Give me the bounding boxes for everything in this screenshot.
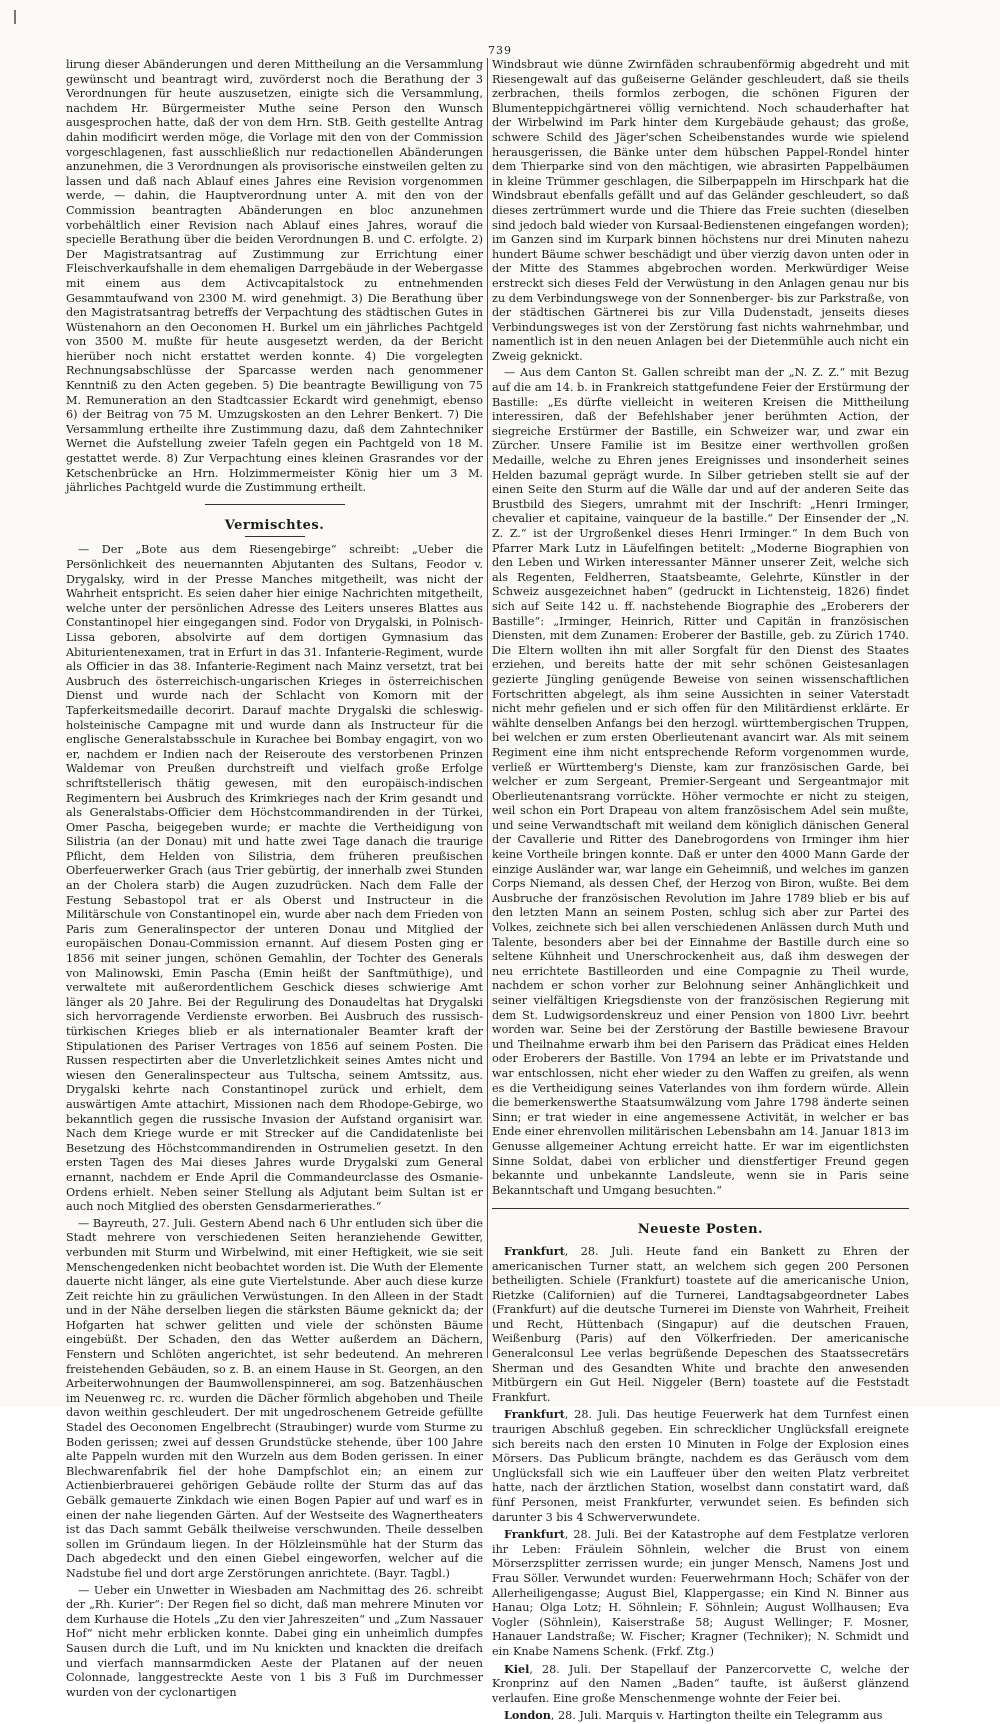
- section-heading-neueste-posten: [492, 1223, 909, 1238]
- left-column: [66, 58, 483, 1699]
- news-item: [492, 1407, 909, 1525]
- news-date: , 28. Juli.: [529, 1662, 592, 1676]
- news-item: [492, 1662, 909, 1707]
- news-place: Frankfurt: [504, 1243, 565, 1258]
- column-rule: [487, 58, 488, 1358]
- news-place: Frankfurt: [504, 1527, 565, 1542]
- news-text: Marquis v. Hartington theilte ein Telegramm aus: [605, 1709, 883, 1723]
- section-title: Neueste Posten.: [637, 1222, 764, 1238]
- news-place: Kiel: [504, 1661, 530, 1676]
- section-heading-vermischtes: [66, 519, 483, 538]
- binding-mark: [14, 10, 16, 24]
- page-number: 739: [488, 44, 512, 57]
- section-divider: [205, 504, 345, 505]
- article-bayreuth-storm: — Bayreuth, 27. Juli. Gestern Abend nach 6 Uhr entluden sich über die Stadt mehrere von verschiedenen Seiten heranziehende Gewitter, verbunden mit Sturm und Wirbelwind, mit einer Heftigkeit, wie sie seit Menschengedenken nicht beobachtet worden ist. Die Wuth der Elemente dauerte nicht länger, als eine gute Viertelstunde. Aber auch diese kurze Zeit reichte hin zu gräulichen Verwüstungen. In den Alleen in der Stadt und in der Nähe derselben liegen die stärksten Bäume geknickt da; der Hofgarten hat schwer gelitten und viele der schönsten Bäume eingebüßt. Der Schaden, den das Wetter außerdem an Dächern, Fenstern und Schlöten angerichtet, ist sehr bedeutend. An mehreren freistehenden Gebäuden, so z. B. an einem Hause in St. Georgen, an den Arbeiterwohnungen der Baumwollenspinnerei, am sog. Batzenhäuschen im Neuenweg rc. rc. wurden die Dächer förmlich abgehoben und Theile davon weithin geschleudert. Der mit ungedroschenem Getreide gefüllte Stadel des Oeconomen Engelbrecht (Straubinger) wurde vom Sturme zu Boden gerissen; zwei auf dessen Grundstücke stehende, über 100 Jahre alte Pappeln wurden mit den Wurzeln aus dem Boden gerissen. In einer Blechwarenfabrik fiel der hohe Dampfschlot ein; an einem zur Actienbierbrauerei gehörigen Gebäude rollte der Sturm das auf das Gebälk gemauerte Zinkdach wie einen Bogen Papier auf und warf es in einen der nahe liegenden Gärten. Auf der Westseite des Wagnertheaters ist das Dach sammt Gebälk theilweise verschwunden. Theile desselben sollen im Gründaum liegen. In der Hölzleinsmühle hat der Sturm das Dach abgedeckt und den einen Giebel eingeworfen, welcher auf die Nadstube fiel und dort arge Zerstörungen anrichtete. (Bayr. Tagbl.): [66, 1216, 483, 1580]
- heading-underline: [245, 536, 305, 537]
- council-report-continuation: lirung dieser Abänderungen und deren Mittheilung an die Versammlung gewünscht und beantragt wird, zuvörderst noch die Berathung der 3 Verordnungen für heute auszusetzen, einigte sich die Versammlung, nachdem Hr. Bürgermeister Muthe seine Person den Wunsch ausgesprochen hatte, daß der von dem Hrn. StB. Geith gestellte Antrag dahin modificirt werden möge, die Vorlage mit den von der Commission vorgeschlagenen, fast ausschließlich nur redactionellen Abänderungen anzunehmen, die 3 Verordnungen als provisorische einstweilen gelten zu lassen und daß nach Ablauf eines Jahres eine Revision vorgenommen werde, — dahin, die Hauptverordnung unter A. mit den von der Commission beantragten Abänderungen en bloc anzunehmen vorbehältlich einer Revision nach Ablauf eines Jahres, worauf die specielle Berathung über die beiden Verordnungen B. und C. erfolgte. 2) Der Magistratsantrag auf Zustimmung zur Errichtung einer Fleischverkaufshalle in dem ehemaligen Darrgebäude in der Webergasse mit einem aus dem Activcapitalstock zu entnehmenden Gesammtaufwand von 2300 M. wird genehmigt. 3) Die Berathung über den Magistratsantrag betreffs der Verpachtung des städtischen Gutes in Wüstenahorn an den Oeconomen H. Burkel um ein jährliches Pachtgeld von 3500 M. mußte für heute ausgesetzt werden, da der Bericht hierüber noch nicht erstattet werden konnte. 4) Die vorgelegten Rechnungsabschlüsse der Sparcasse werden nach genommener Kenntniß zu den Acten gegeben. 5) Die beantragte Bewilligung von 75 M. Remuneration an den Stadtcassier Eckardt wird genehmigt, ebenso 6) der Beitrag von 75 M. Umzugskosten an den Lehrer Benkert. 7) Die Versammlung ertheilte ihre Zustimmung dazu, daß dem Zahntechniker Wernet die Aufstellung zweier Tafeln gegen ein Pachtgeld von 18 M. gestattet werde. 8) Zur Verpachtung eines kleinen Grasrandes vor der Ketschenbrücke an Hrn. Holzimmermeister König hier um 3 M. jährliches Pachtgeld wurde die Zustimmung ertheilt.: [66, 58, 483, 495]
- wiesbaden-storm-continuation: Windsbraut wie dünne Zwirnfäden schraubenförmig abgedreht und mit Riesengewalt auf das gußeiserne Geländer geschleudert, daß sie theils zerbrachen, theils formlos zerbogen, die schönen Figuren der Blumenteppichgärtnerei völlig vernichtend. Noch schauderhafter hat der Wirbelwind im Park hinter dem Kurgebäude gehaust; das große, schwere Schild des Jäger'schen Scheibenstandes wurde wie spielend herausgerissen, die Bänke unter dem hübschen Pappel-Rondel hinter dem Thierparke sind von den mächtigen, wie abrasirten Pappelbäumen in kleine Trümmer geschlagen, die Silberpappeln im Hirschpark hat die Windsbraut ebenfalls gefällt und auf das Geländer geschleudert, so daß dieses zertrümmert wurde und die Thiere das Freie suchten (dieselben sind jedoch bald wieder von Kursaal-Bedienstenen eingefangen worden); im Ganzen sind im Kurpark binnen höchstens nur drei Minuten nahezu hundert Bäume schwer beschädigt und über vierzig davon unten oder in der Mitte des Stammes abgebrochen worden. Merkwürdiger Weise erstreckt sich dieses Feld der Verwüstung in den Anlagen genau nur bis zu dem Verbindungswege von der Sonnenberger- bis zur Parkstraße, von der städtischen Gärtnerei bis zur Villa Dudenstadt, jenseits dieses Verbindungsweges ist von der Zerstörung fast nichts wahrnehmbar, und namentlich ist in den neuen Anlagen bei der Dietenmühle auch nicht ein Zweig geknickt.: [492, 58, 909, 363]
- news-place: Frankfurt: [504, 1407, 565, 1422]
- news-item: [492, 1527, 909, 1659]
- news-text: Das heutige Feuerwerk hat dem Turnfest einen traurigen Abschluß gegeben. Ein schrecklicher Unglücksfall ereignete sich bereits nach den ersten 10 Minuten in Folge der Explosion eines Mörsers. Das Publicum brängte, nachdem es das Geräusch vom dem Unglücksfall sich wie ein Lauffeuer über den weiten Platz verbreitet hatte, nach der ärztlichen Station, woselbst dann constatirt ward, daß fünf Personen, meist Frankfurter, verwundet seien. Es befinden sich darunter 3 bis 4 Schwerverwundete.: [492, 1408, 909, 1524]
- news-date: , 28. Juli.: [564, 1408, 621, 1422]
- news-text: Der Stapellauf der Panzercorvette C, welche der Kronprinz auf den Namen „Baden“ taufte, ist äußerst glänzend verlaufen. Eine große Menschenmenge wohnte der Feier bei.: [492, 1662, 909, 1705]
- article-drygalski: — Der „Bote aus dem Riesengebirge“ schreibt: „Ueber die Persönlichkeit des neuernannten Abjutanten des Sultans, Feodor v. Drygalsky, wird in der Presse Manches mitgetheilt, was nicht der Wahrheit entspricht. Es seien daher hier einige Nachrichten mitgetheilt, welche unter der persönlichen Adresse des Leiters unseres Blattes aus Constantinopel hier eingegangen sind. Fodor von Drygalski, in Polnisch-Lissa geboren, absolvirte auf dem dortigen Gymnasium das Abiturientenexamen, trat in Erfurt in das 31. Infanterie-Regiment, wurde als Officier in das 38. Infanterie-Regiment nach Mainz versetzt, trat bei Ausbruch des österreichisch-ungarischen Krieges in österreichischen Dienst und wurde nach der Schlacht von Komorn mit der Tapferkeitsmedaille decorirt. Darauf machte Drygalski die schleswig-holsteinische Campagne mit und wurde dann als Instructeur für die englische Generalstabsschule in Kurachee bei Bombay engagirt, von wo er, nachdem er Indien nach der Reiseroute des verstorbenen Prinzen Waldemar von Preußen durchstreift und vielfach große Erfolge schriftstellerisch thätig gewesen, mit den europäisch-indischen Regimentern bei Ausbruch des Krimkrieges nach der Krim gesandt und als Generalstabs-Officier dem Höchstcommandirenden in der Türkei, Omer Pascha, beigegeben wurde; er machte die Vertheidigung von Silistria (an der Donau) mit und hatte zwei Tage danach die traurige Pflicht, dem Helden von Silistria, dem früheren preußischen Oberfeuerwerker Grach (aus Trier gebürtig, der innerhalb zwei Stunden an der Cholera starb) die Augen zuzudrücken. Nach dem Falle der Festung Sebastopol trat er als Oberst und Instructeur in die Militärschule von Constantinopel ein, wurde aber nach dem Frieden von Paris zum Generalinspector der unteren Donau und Mitglied der europäischen Donau-Commission ernannt. Auf diesem Posten ging er 1856 mit seiner jungen, schönen Gemahlin, der Tochter des Generals von Malinowski, Emin Pascha (Emin heißt der Sanftmüthige), und verwaltete mit außerordentlichem Geschick dieses schwierige Amt länger als 20 Jahre. Bei der Regulirung des Donaudeltas hat Drygalski sich hervorragende Verdienste erworben. Bei Ausbruch des russisch-türkischen Krieges blieb er als internationaler Beamter kraft der Stipulationen des Pariser Vertrages von 1856 auf seinem Posten. Die Russen respectirten aber die Unverletzlichkeit seines Amtes nicht und wiesen den Generalinspecteur aus Tultscha, seinem Amtssitz, aus. Drygalski kehrte nach Constantinopel zurück und erhielt, dem auswärtigen Amte attachirt, Missionen nach dem Rhodope-Gebirge, wo bekanntlich gegen die russische Invasion der Aufstand organisirt war. Nach dem Kriege wurde er mit Strecker auf die Candidatenliste bei Besetzung des Höchstcommandirenden in Ostrumelien gesetzt. In den ersten Tagen des Mai dieses Jahres wurde Drygalski zum General ernannt, nachdem er Ende April die Commandeurclasse des Osmanie-Ordens erhielt. Neben seiner Stellung als Adjutant beim Sultan ist er auch noch Mitglied des obersten Gensdarmerierathes.“: [66, 543, 483, 1214]
- news-date: , 28. Juli.: [550, 1709, 602, 1723]
- section-title: Vermischtes.: [224, 517, 325, 533]
- section-divider: [492, 1208, 909, 1209]
- article-irminger-bastille: — Aus dem Canton St. Gallen schreibt man der „N. Z. Z.“ mit Bezug auf die am 14. b. in Frankreich stattgefundene Feier der Erstürmung der Bastille: „Es dürfte vielleicht in weiteren Kreisen die Mittheilung interessiren, daß der Befehlshaber jener berühmten Action, der siegreiche Erstürmer der Bastille, ein Schweizer war, und zwar ein Zürcher. Unsere Familie ist im Besitze einer werthvollen großen Medaille, welche zu Ehren jenes Ereignisses und insonderheit seines Helden bazumal geprägt wurde. In Silber getrieben stellt sie auf der einen Seite den Sturm auf die Wälle dar und auf der anderen Seite das Brustbild des Siegers, umrahmt mit der Inschrift: „Henri Irminger, chevalier et capitaine, vainqueur de la bastille.“ Der Einsender der „N. Z. Z.“ ist der Urgroßenkel dieses Henri Irminger.“ In dem Buch von Pfarrer Mark Lutz in Läufelfingen betitelt: „Moderne Biographien von den Leben und Wirken interessanter Männer unserer Zeit, welche sich als Regenten, Feldherren, Staatsbeamte, Gelehrte, Künstler in der Schweiz ausgezeichnet haben“ (gedruckt in Lichtensteig, 1826) findet sich auf Seite 142 u. ff. nachstehende Biographie des „Eroberers der Bastille“: „Irminger, Heinrich, Ritter und Capitän in französischen Diensten, mit dem Zunamen: Eroberer der Bastille, geb. zu Zürich 1740. Die Eltern wollten ihn mit aller Sorgfalt für den Dienst des Staates erziehen, und bereits hatte der mit sehr schönen Geistesanlagen gezierte Jüngling genügende Beweise von seinen wissenschaftlichen Fortschritten abgelegt, als ihm seine Aussichten in seiner Vaterstadt nicht mehr gefielen und er sich offen für den Militärdienst erklärte. Er wählte denselben Anfangs bei den herzogl. württembergischen Truppen, bei welchen er zum ersten Oberlieutenant avancirt war. Als mit seinem Regiment eine ihm nicht entsprechende Reform vorgenommen wurde, verließ er Württemberg's Dienste, kam zur französischen Garde, bei welcher er zum Sergeant, Premier-Sergeant und Sergeantmajor mit Oberlieutenantsrang vorrückte. Höher vermochte er nicht zu steigen, weil schon ein Port Drapeau von altem französischem Adel sein mußte, und seine Verwandtschaft mit weiland dem königlich dänischen General der Cavallerie und Ritter des Danebrogordens von Irminger ihm hier keine Vortheile bringen konnte. Daß er unter den 4000 Mann Garde der einzige Ausländer war, war lange ein Geheimniß, und welches im ganzen Corps Niemand, als dessen Chef, der Herzog von Biron, wußte. Bei dem Ausbruche der französischen Revolution im Jahre 1789 blieb er bis auf den letzten Mann an seinem Posten, schlug sich aber zur Partei des Volkes, zeichnete sich bei allen verschiedenen Anlässen durch Muth und Talente, besonders aber bei der Einnahme der Bastille durch eine so seltene Kühnheit und Unerschrockenheit aus, daß ihm deswegen der neu errichtete Bastilleorden und eine Compagnie zu Theil wurde, nachdem er schon vorher zur Belohnung seiner Anhänglichkeit und seiner vielfältigen Kriegsdienste von der französischen Regierung mit dem St. Ludwigsordenskreuz und einer Pension von 1800 Livr. beehrt worden war. Seine bei der Zerstörung der Bastille bewiesene Bravour und Theilnahme erwarb ihm bei den Parisern das Prädicat eines Helden oder Eroberers der Bastille. Von 1794 an lebte er im Privatstande und war entschlossen, nicht eher wieder zu den Waffen zu greifen, als wenn es die Vertheidigung seines Vaterlandes von ihm fordern würde. Allein die bemerkenswerthe Staatsumwälzung vom Jahre 1798 änderte seinen Sinn; er trat wieder in eine angemessene Activität, in welcher er bas Ende einer ehrenvollen militärischen Lebensbahn am 14. Januar 1813 im Genusse allgemeiner Achtung erreicht hatte. Er war im eigentlichsten Sinne Soldat, dabei von erblicher und dienstfertiger Freund gegen bekannte und unbekannte Landsleute, wenn sie in Paris seine Bekanntschaft und Umgang besuchten.“: [492, 366, 909, 1197]
- news-item: [492, 1244, 909, 1406]
- right-column: [492, 58, 909, 1723]
- news-date: , 28. Juli.: [564, 1528, 619, 1542]
- news-item: [492, 1708, 909, 1724]
- news-text: Bei der Katastrophe auf dem Festplatze verloren ihr Leben: Fräulein Söhnlein, welcher die Brust von einem Mörserzsplitter zerrissen wurde; ein junger Mensch, Namens Jost und Frau Söller. Verwundet wurden: Feuerwehrmann Hoch; Schäfer von der Allerheiligengasse; August Biel, Klappergasse; ein Kind N. Binner aus Hanau; Olga Lotz; H. Söhnlein; F. Söhnlein; August Wollhausen; Eva Vogler (Söhnlein), Kaiserstraße 58; August Wellinger; F. Mosner, Hanauer Landstraße; W. Fischer; Kragner (Techniker); N. Schmidt und ein Knabe Namens Schenk. (Frkf. Ztg.): [492, 1528, 909, 1658]
- news-text: Heute fand ein Bankett zu Ehren der americanischen Turner statt, an welchem sich gegen 200 Personen betheiligten. Schiele (Frankfurt) toastete auf die americanische Union, Rietzke (Californien) auf die Turnerei, Landtagsabgeordneter Labes (Frankfurt) auf die deutsche Turnerei im Dienste von Wahrheit, Freiheit und Recht, Hüttenbach (Singapur) auf die deutschen Frauen, Weißenburg (Paris) auf den Völkerfrieden. Der americanische Generalconsul Lee verlas begrüßende Depeschen des Staatssecretärs Sherman und des Gesandten White und brachte den anwesenden Mitbürgern ein Gut Heil. Niggeler (Bern) toastete auf die Feststadt Frankfurt.: [492, 1244, 909, 1404]
- article-wiesbaden-storm: — Ueber ein Unwetter in Wiesbaden am Nachmittag des 26. schreibt der „Rh. Kurier“: Der Regen fiel so dicht, daß man mehrere Minuten vor dem Kurhause die Hotels „Zu den vier Jahreszeiten“ und „Zum Nassauer Hof“ nicht mehr erblicken konnte. Dabei ging ein unheimlich dumpfes Sausen durch die Luft, und im Nu knickten und knackten die dreifach und vierfach mannsarmdicken Aeste der Platanen auf der neuen Colonnade, langgestreckte Aeste von 1 bis 3 Fuß im Durchmesser wurden von der cyclonartigen: [66, 1583, 483, 1699]
- news-place: London: [504, 1708, 551, 1723]
- news-date: , 28. Juli.: [564, 1244, 634, 1258]
